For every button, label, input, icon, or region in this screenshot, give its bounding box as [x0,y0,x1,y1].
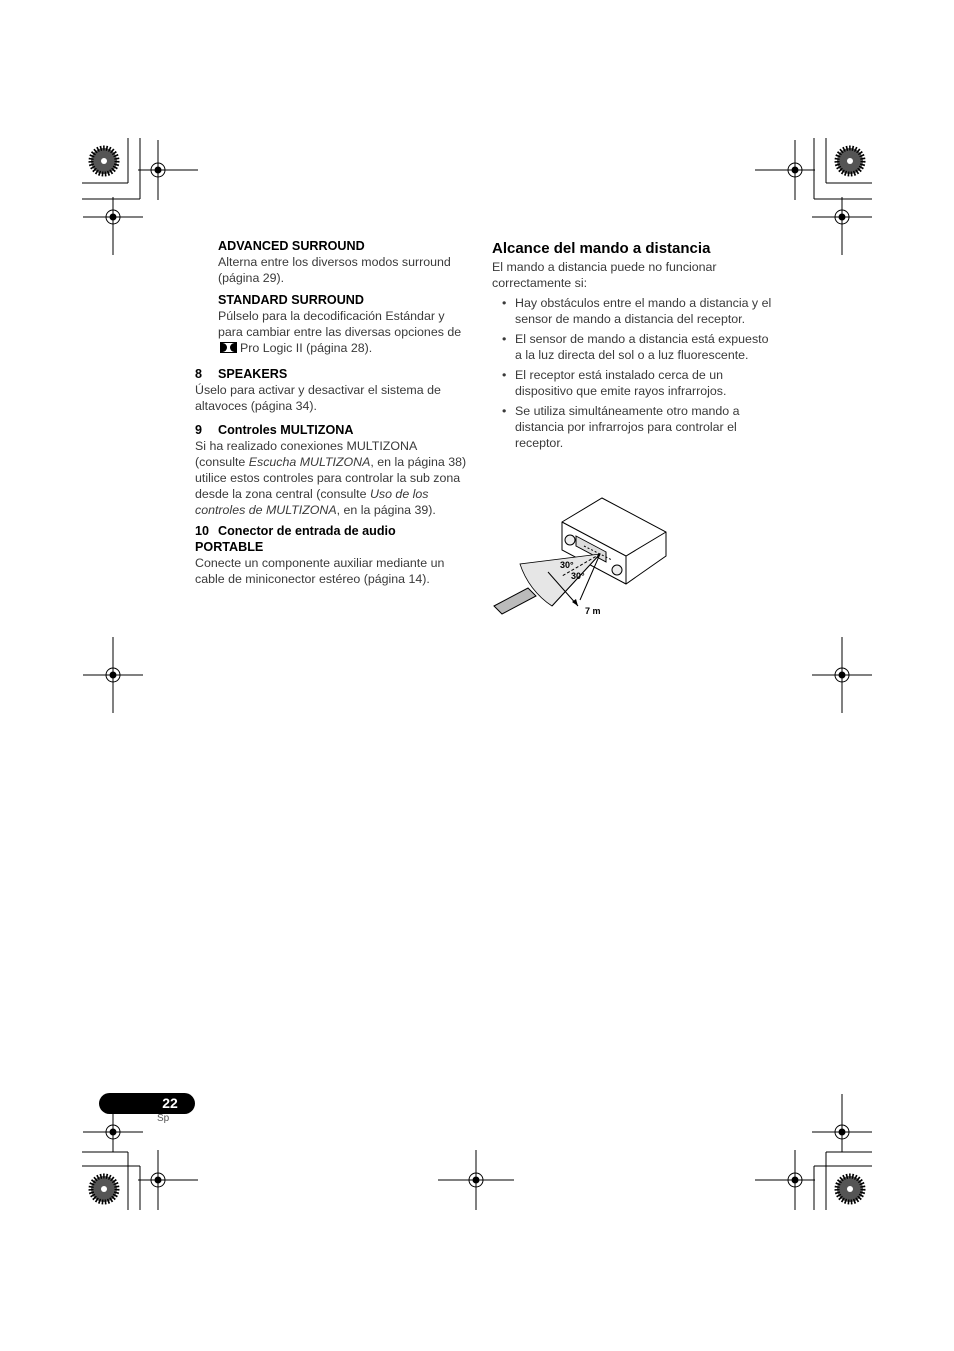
distance-label: 7 m [585,606,601,616]
section-intro: El mando a distancia puede no funcionar correctamente si: [492,260,717,290]
item-8-heading: SPEAKERS [218,367,288,381]
item-9-italic-ref2: Uso de los controles de MULTIZONA [195,487,429,517]
advanced-surround-entry [218,238,470,286]
bullet-icon: • [502,296,507,310]
item-9-text-part2: , en la página 38) utilice estos controles para controlar la sub zona desde la zona central (consulte [195,455,467,501]
page-number: 22 [162,1095,178,1111]
item-9-text-part1: Si ha realizado conexiones MULTIZONA (consulte [195,439,417,469]
item-9-text-part3: , en la página 39). [336,503,436,517]
dolby-logo-icon [220,342,237,353]
item-10-heading-line1: Conector de entrada de audio [218,524,396,538]
item-9-number: 9 [195,423,203,437]
bullet-icon: • [502,368,507,382]
advanced-surround-heading: ADVANCED SURROUND [218,239,365,253]
bullet-icon: • [502,332,507,346]
item-9-heading: Controles MULTIZONA [218,423,354,437]
item-8 [195,366,470,414]
page-language: Sp [157,1113,170,1124]
item-10-heading-line2: PORTABLE [195,540,264,554]
standard-surround-text-after: Pro Logic II (página 28). [240,341,373,355]
remote-range-diagram [490,494,670,619]
angle-top-label: 30° [560,560,574,570]
item-9-text [195,438,470,518]
standard-surround-text-before: Púlselo para la decodificación Estándar y para cambiar entre las diversas opciones de [218,309,462,339]
item-9-italic-ref1: Escucha MULTIZONA [248,455,371,469]
conditions-list [492,295,772,451]
item-8-number: 8 [195,367,203,381]
item-8-text: Úselo para activar y desactivar el sistema de altavoces (página 34). [195,383,441,413]
bullet-icon: • [502,404,507,418]
item-9 [195,422,470,518]
standard-surround-entry [218,292,470,356]
list-item: • Se utiliza simultáneamente otro mando a distancia por infrarrojos para controlar el receptor. [502,404,740,450]
standard-surround-heading: STANDARD SURROUND [218,293,364,307]
left-column [195,238,470,593]
remote-control-icon [494,588,536,614]
list-item: • El receptor está instalado cerca de un dispositivo que emite rayos infrarrojos. [502,368,727,398]
standard-surround-text [218,308,470,356]
advanced-surround-text: Alterna entre los diversos modos surround (página 29). [218,255,451,285]
angle-bottom-label: 30° [571,571,585,581]
list-item: • El sensor de mando a distancia está expuesto a la luz directa del sol o a luz fluorescente. [502,332,769,362]
item-10-number: 10 [195,524,210,538]
section-title: Alcance del mando a distancia [492,240,711,257]
item-10-text: Conecte un componente auxiliar mediante un cable de miniconector estéreo (página 14). [195,556,445,586]
item-10 [195,523,470,587]
right-column [492,238,772,455]
list-item: • Hay obstáculos entre el mando a distancia y el sensor de mando a distancia del receptor. [502,296,772,326]
